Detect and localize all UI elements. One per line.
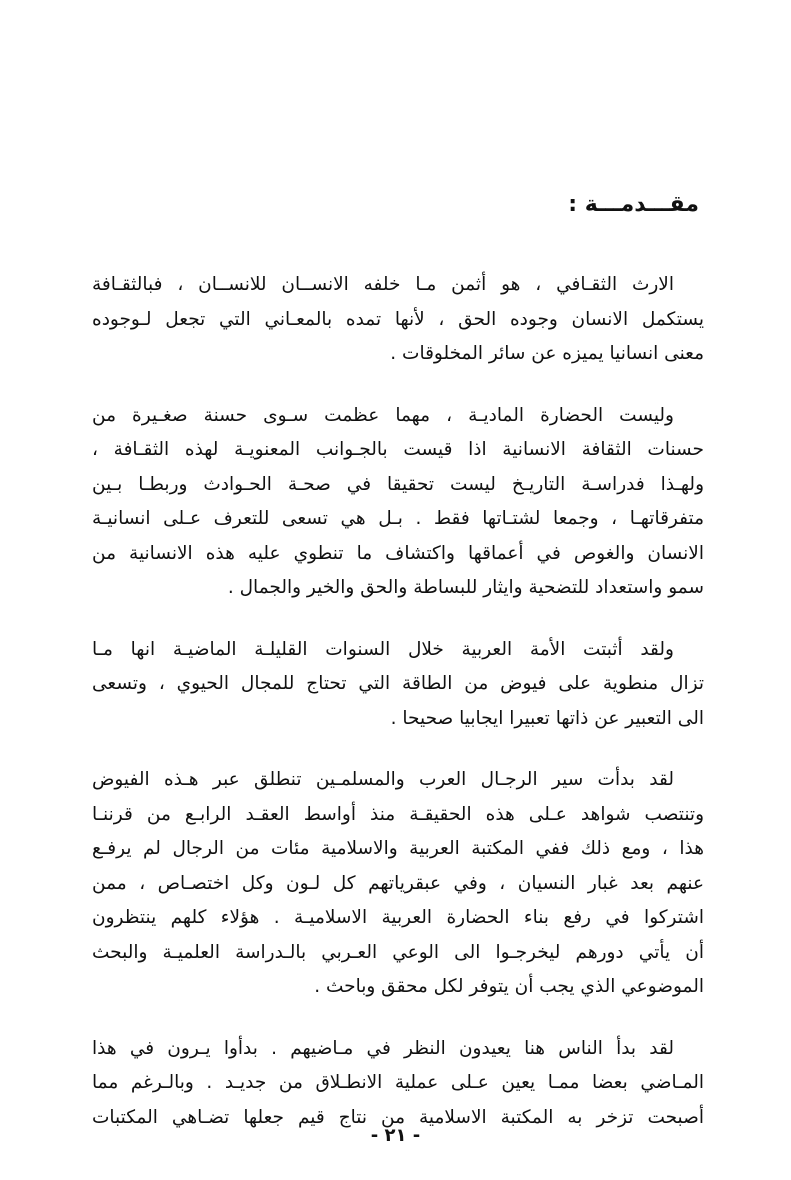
text-line: متفرقاتهـا ، وجمعا لشتـاتها فقط . بـل هي تسعى للتعرف عـلى انسانيـة	[92, 508, 704, 529]
text-line: لقد بدأ الناس هنا يعيدون النظر في مـاضيهم . بدأوا يـرون في هذا	[92, 1037, 674, 1059]
text-line: اشتركوا في رفع بناء الحضارة العربية الاسلاميـة . هؤلاء كلهم ينتظرون	[92, 907, 704, 928]
text-line: حسنات الثقافة الانسانية اذا قيست بالجـوانب المعنويـة لهذه الثقـافة ،	[92, 439, 704, 460]
text-line: وليست الحضارة الماديـة ، مهما عظمت سـوى حسنة صغـيرة من	[92, 404, 674, 426]
text-line: معنى انسانيا يميزه عن سائر المخلوقات .	[390, 343, 704, 364]
section-heading: مقـــدمـــة :	[568, 192, 699, 217]
text-line: سمو واستعداد للتضحية وايثار للبساطة والحق والخير والجمال .	[227, 577, 704, 598]
paragraph-1	[92, 268, 704, 372]
text-line: هذا ، ومع ذلك ففي المكتبة العربية والاسلامية مئات من الرجال لم يرفـع	[92, 838, 704, 859]
paragraph-3	[92, 633, 704, 737]
text-line: ولهـذا فدراسـة التاريـخ ليست تحقيقا في صحـة الحـوادث وربطـا بـين	[92, 473, 704, 495]
page-number: - ٢١ -	[370, 1125, 421, 1146]
body-text	[92, 268, 704, 1162]
paragraph-5	[92, 1032, 704, 1136]
text-line: المـاضي بعضا ممـا يعين عـلى عملية الانطـلاق من جديـد . وبالـرغم مما	[92, 1072, 704, 1093]
text-line: أن يأتي دورهم ليخرجـوا الى الوعي العـربي بالـدراسة العلميـة والبحث	[92, 941, 704, 963]
text-line: يستكمل الانسان وجوده الحق ، لأنها تمده بالمعـاني التي تجعل لـوجوده	[92, 308, 704, 330]
text-line: تزال منطوية على فيوض من الطاقة التي تحتاج للمجال الحيوي ، وتسعى	[92, 673, 704, 694]
text-line: الموضوعي الذي يجب أن يتوفر لكل محقق وباحث .	[314, 976, 704, 997]
text-line: ولقد أثبتت الأمة العربية خلال السنوات القليلـة الماضيـة انها مـا	[92, 638, 674, 660]
paragraph-2	[92, 399, 704, 606]
text-line: الارث الثقـافي ، هو أثمن مـا خلفه الانســان للانســان ، فبالثقـافة	[92, 274, 674, 295]
text-line: الى التعبير عن ذاتها تعبيرا ايجابيا صحيحا .	[390, 707, 704, 729]
text-line: وتنتصب شواهد عـلى هذه الحقيقـة منذ أواسط العقـد الرابـع من قرننـا	[92, 803, 704, 825]
paragraph-4	[92, 763, 704, 1005]
text-line: الانسان والغوص في أعماقها واكتشاف ما تنطوي عليه هذه الانسانية من	[92, 542, 704, 564]
text-line: لقد بدأت سير الرجـال العرب والمسلمـين تنطلق عبر هـذه الفيوض	[92, 769, 674, 790]
text-line: أصبحت تزخر به المكتبة الاسلامية من نتاج قيم جعلها تضـاهي المكتبات	[92, 1106, 704, 1128]
text-line: عنهم بعد غبار النسيان ، وفي عبقرياتهم كل لـون وكل اختصـاص ، ممن	[92, 872, 704, 894]
